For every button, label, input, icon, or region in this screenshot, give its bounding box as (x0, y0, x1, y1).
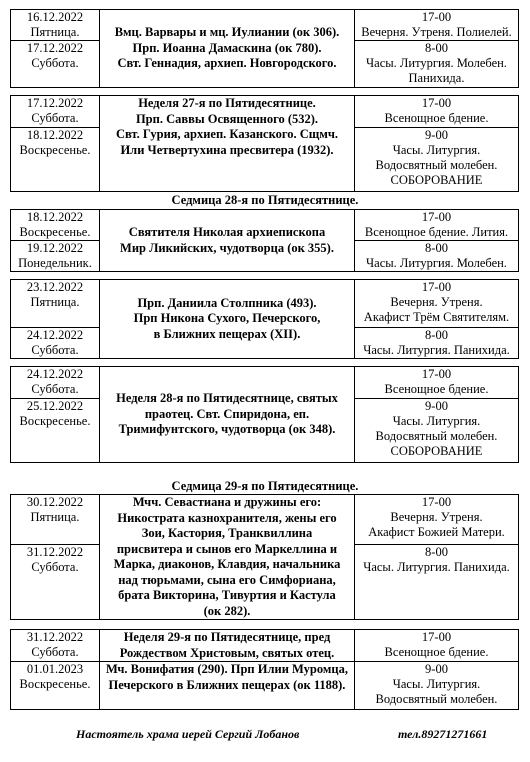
saint-line: Неделя 28-я по Пятидесятнице, святых (116, 391, 338, 406)
service-time: 8-00 (425, 545, 448, 560)
weekday: Пятница. (30, 25, 80, 39)
weekday: Пятница. (30, 295, 80, 309)
saint-line: присвитера и сынов его Маркеллина и (116, 541, 338, 556)
service-time: 8-00 (425, 41, 448, 55)
service-cell (355, 662, 519, 710)
saint-line: праотец. Свт. Спиридона, еп. (144, 406, 310, 421)
service-line: Всенощное бдение. (384, 382, 489, 396)
saint-line: в Ближних пещерах (XII). (153, 326, 301, 341)
schedule-block-2 (10, 95, 519, 192)
service-cell (355, 328, 519, 359)
service-cell (355, 399, 519, 463)
date: 16.12.2022 (26, 10, 84, 24)
date-cell (11, 96, 100, 128)
service-time: 17-00 (421, 96, 452, 110)
date: 25.12.2022 (26, 399, 84, 413)
service-line: Водосвятный молебен. (375, 158, 498, 172)
service-cell (355, 280, 519, 328)
saint-line: Тримифунтского, чудотворца (ок 348). (118, 422, 336, 437)
saint-line: Прп. Иоанна Дамаскина (ок 780). (132, 40, 322, 55)
service-line: Часы. Литургия. Молебен. (366, 256, 507, 270)
saints-cell (100, 495, 355, 620)
date-cell (11, 328, 100, 359)
service-line: Всенощное бдение. (384, 111, 489, 125)
service-time: 9-00 (425, 128, 448, 142)
service-cell (355, 128, 519, 192)
date: 31.12.2022 (26, 630, 84, 644)
date-cell (11, 10, 100, 41)
saint-line: над тюрьмами, сына его Симфориана, (118, 572, 336, 587)
weekday: Суббота. (31, 111, 79, 125)
date-cell (11, 367, 100, 399)
date: 17.12.2022 (26, 41, 84, 55)
weekday: Суббота. (31, 560, 79, 575)
saint-line: Или Четвертухина пресвитера (1932). (120, 142, 334, 157)
saint-line: Мчч. Севастиана и дружины его: (132, 495, 322, 509)
saint-line: Прп. Даниила Столпника (493). (137, 295, 317, 310)
service-line: Водосвятный молебен. (375, 692, 498, 706)
service-line: Акафист Божией Матери. (368, 525, 505, 539)
schedule-block-5 (10, 366, 519, 463)
service-time: 9-00 (425, 399, 448, 413)
date-cell (11, 280, 100, 328)
saints-cell (100, 280, 355, 359)
weekday: Понедельник. (18, 256, 92, 270)
weekday: Суббота. (31, 343, 79, 357)
saints-cell (100, 367, 355, 463)
service-line: Часы. Литургия. Панихида. (363, 343, 510, 357)
date: 30.12.2022 (26, 495, 84, 509)
saint-line: Святителя Николая архиепископа (128, 225, 326, 239)
service-cell (355, 210, 519, 241)
saint-line: Мч. Вонифатия (290). Прп Илии Муромца, (106, 662, 348, 676)
service-cell (355, 241, 519, 272)
service-cell (355, 630, 519, 662)
saint-line: Зои, Кастория, Транквиллина (141, 526, 313, 540)
service-time: 8-00 (425, 241, 448, 255)
weekday: Суббота. (31, 382, 79, 396)
date-cell (11, 399, 100, 463)
saint-line: брата Викторина, Тивуртия и Кастула (118, 588, 336, 602)
service-time: 17-00 (421, 630, 452, 644)
saint-line: Прп. Саввы Освященного (532). (135, 111, 319, 126)
saint-line: Свт. Геннадия, архиеп. Новгородского. (117, 56, 337, 71)
weekday: Воскресенье. (19, 225, 91, 239)
weekday: Воскресенье. (19, 143, 91, 157)
saints-cell (100, 96, 355, 192)
service-time: 17-00 (421, 367, 452, 381)
weekday: Воскресенье. (19, 414, 91, 428)
saint-line: Марка, диаконов, Клавдия, начальника (113, 557, 341, 571)
date: 31.12.2022 (26, 545, 84, 560)
service-line: Акафист Трём Святителям. (363, 310, 510, 324)
date: 01.01.2023 (26, 662, 84, 676)
rector-signature: Настоятель храма иерей Сергий Лобанов (76, 727, 300, 741)
saint-line: Никострата казнохранителя, жены его (117, 510, 337, 525)
service-cell (355, 367, 519, 399)
service-line: Водосвятный молебен. (375, 429, 498, 443)
schedule-block-3 (10, 209, 519, 272)
week-heading: Седмица 29-я по Пятидесятнице. (171, 479, 359, 493)
date: 19.12.2022 (26, 241, 84, 255)
service-cell (355, 41, 519, 88)
date-cell (11, 545, 100, 620)
date: 24.12.2022 (26, 367, 84, 381)
service-line: СОБОРОВАНИЕ (390, 173, 483, 187)
service-time: 17-00 (421, 210, 452, 224)
service-line: Часы. Литургия. (392, 143, 481, 157)
date-cell (11, 210, 100, 241)
date-cell (11, 241, 100, 272)
date: 18.12.2022 (26, 128, 84, 142)
service-line: СОБОРОВАНИЕ (390, 444, 483, 458)
service-line: Часы. Литургия. (392, 677, 481, 691)
date-cell (11, 630, 100, 662)
saint-line: Рождеством Христовым, святых отец. (119, 645, 335, 660)
schedule-block-1 (10, 9, 519, 88)
saint-line: Неделя 29-я по Пятидесятнице, пред (123, 630, 331, 644)
saint-line: Мир Ликийских, чудотворца (ок 355). (120, 240, 334, 255)
saint-line: Свт. Гурия, архиеп. Казанского. Сщмч. (115, 127, 339, 141)
saint-line: Прп Никона Сухого, Печерского, (133, 311, 321, 326)
service-time: 17-00 (421, 495, 452, 509)
phone-number: тел.89271271661 (398, 727, 488, 741)
date: 24.12.2022 (26, 328, 84, 342)
service-line: Всенощное бдение. (384, 645, 489, 659)
weekday: Воскресенье. (19, 677, 91, 691)
service-time: 17-00 (421, 10, 452, 24)
service-line: Панихида. (408, 71, 465, 85)
service-cell (355, 495, 519, 545)
saints-cell (100, 630, 355, 662)
service-line: Часы. Литургия. Молебен. (366, 56, 507, 70)
schedule-block-6 (10, 494, 519, 620)
date-cell (11, 495, 100, 545)
schedule-block-4 (10, 279, 519, 359)
date-cell (11, 662, 100, 710)
service-line: Вечерня. Утреня. (390, 295, 483, 309)
saint-line: (ок 282). (203, 603, 251, 618)
service-time: 9-00 (425, 662, 448, 676)
service-cell (355, 545, 519, 620)
service-line: Часы. Литургия. Панихида. (363, 560, 510, 575)
date: 17.12.2022 (26, 96, 84, 110)
service-line: Всенощное бдение. Лития. (364, 225, 509, 239)
schedule-block-7 (10, 629, 519, 710)
saint-line: Печерского в Ближних пещерах (ок 1188). (108, 677, 346, 692)
date-cell (11, 128, 100, 192)
service-line: Часы. Литургия. (392, 414, 481, 428)
saint-line: Неделя 27-я по Пятидесятнице. (138, 96, 316, 110)
service-line: Вечерня. Утреня. (390, 510, 483, 524)
saints-cell (100, 662, 355, 710)
week-heading: Седмица 28-я по Пятидесятнице. (171, 193, 359, 207)
weekday: Суббота. (31, 56, 79, 70)
service-time: 17-00 (421, 280, 452, 294)
date: 18.12.2022 (26, 210, 84, 224)
service-cell (355, 96, 519, 128)
date: 23.12.2022 (26, 280, 84, 294)
service-time: 8-00 (425, 328, 448, 342)
saints-cell (100, 10, 355, 88)
date-cell (11, 41, 100, 88)
weekday: Пятница. (30, 510, 80, 524)
saints-cell (100, 210, 355, 272)
weekday: Суббота. (31, 645, 79, 659)
service-line: Вечерня. Утреня. Полиелей. (361, 25, 512, 39)
service-cell (355, 10, 519, 41)
saint-line: Вмц. Варвары и мц. Иулиании (ок 306). (114, 25, 340, 40)
